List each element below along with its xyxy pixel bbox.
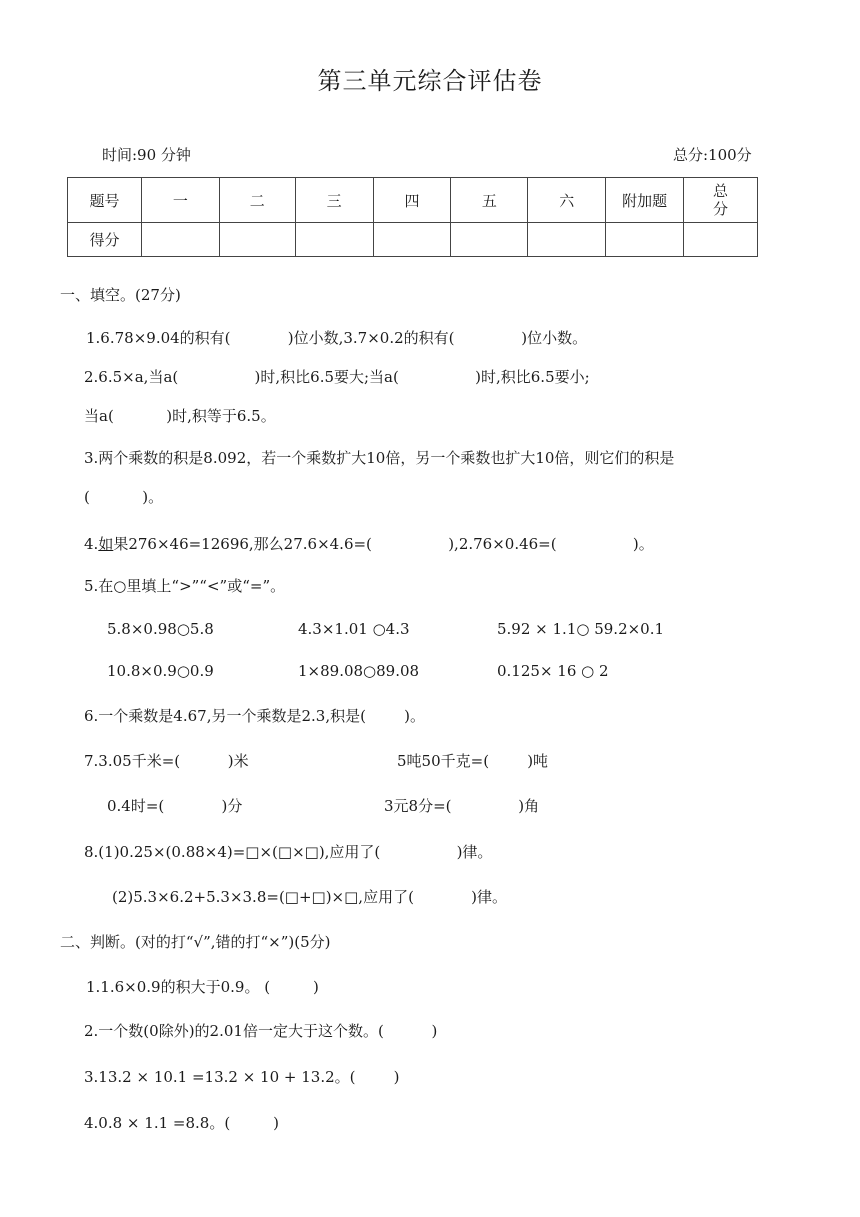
section1-q8-1: 8.(1)0.25×(0.88×4)=□×(□×□),应用了( )律。: [84, 843, 493, 861]
score-cell[interactable]: [451, 223, 528, 257]
score-cell[interactable]: [373, 223, 451, 257]
section2-q3: 3.13.2 × 10.1 =13.2 × 10 + 13.2。( ): [84, 1068, 400, 1086]
header-cell-1: 一: [141, 178, 219, 223]
section1-q1: 1.6.78×9.04的积有( )位小数,3.7×0.2的积有( )位小数。: [86, 329, 588, 347]
section1-q5-intro: 5.在○里填上“>”“<”或“=”。: [84, 577, 286, 595]
score-cell[interactable]: [141, 223, 219, 257]
total-score-label: 总分:100分: [673, 146, 752, 164]
header-cell-3: 三: [295, 178, 373, 223]
section2-heading: 二、判断。(对的打“√”,错的打“×”)(5分): [60, 933, 331, 951]
section1-q3-line2: ( )。: [84, 488, 164, 506]
q5-compare-2: 4.3×1.01 ○4.3: [298, 620, 410, 638]
q4-rest: 果276×46=12696,那么27.6×4.6=( ),2.76×0.46=( )。: [113, 535, 654, 553]
score-cell[interactable]: [295, 223, 373, 257]
q5-compare-6: 0.125× 16 ○ 2: [497, 662, 609, 680]
header-cell-2: 二: [219, 178, 295, 223]
q5-compare-1: 5.8×0.98○5.8: [107, 620, 214, 638]
section1-q7-b: 5吨50千克=( )吨: [397, 752, 549, 770]
section1-q2-line2: 当a( )时,积等于6.5。: [84, 407, 276, 425]
score-cell[interactable]: [606, 223, 684, 257]
q4-underlined: 如: [98, 535, 114, 553]
q5-compare-4: 10.8×0.9○0.9: [107, 662, 214, 680]
section1-q4: [84, 535, 654, 553]
score-table: [67, 177, 758, 257]
section1-q7-a: 7.3.05千米=( )米: [84, 752, 249, 770]
total-col-top: 总: [713, 182, 729, 200]
section1-q6: 6.一个乘数是4.67,另一个乘数是2.3,积是( )。: [84, 707, 425, 725]
score-row-label: 得分: [68, 223, 142, 257]
section2-q4: 4.0.8 × 1.1 =8.8。( ): [84, 1114, 279, 1132]
section2-q1: 1.1.6×0.9的积大于0.9。 ( ): [86, 978, 319, 996]
section1-q8-2: (2)5.3×6.2+5.3×3.8=(□+□)×□,应用了( )律。: [112, 888, 507, 906]
time-label: 时间:90 分钟: [102, 146, 191, 164]
header-cell-bonus: 附加题: [606, 178, 684, 223]
header-cell-total: [684, 178, 758, 223]
header-cell-5: 五: [451, 178, 528, 223]
q5-compare-5: 1×89.08○89.08: [298, 662, 420, 680]
q4-prefix: 4.: [84, 535, 99, 553]
section1-q7-c: 0.4时=( )分: [107, 797, 243, 815]
section2-q2: 2.一个数(0除外)的2.01倍一定大于这个数。( ): [84, 1022, 438, 1040]
header-cell-6: 六: [528, 178, 606, 223]
header-cell-label: 题号: [68, 178, 142, 223]
score-cell[interactable]: [219, 223, 295, 257]
section1-heading: 一、填空。(27分): [60, 286, 181, 304]
header-cell-4: 四: [373, 178, 451, 223]
total-col-bottom: 分: [713, 200, 729, 218]
section1-q2-line1: 2.6.5×a,当a( )时,积比6.5要大;当a( )时,积比6.5要小;: [84, 368, 590, 386]
section1-q3-line1: 3.两个乘数的积是8.092，若一个乘数扩大10倍，另一个乘数也扩大10倍，则它们的积是: [84, 449, 675, 467]
page-title: 第三单元综合评估卷: [317, 67, 543, 95]
q5-compare-3: 5.92 × 1.1○ 59.2×0.1: [497, 620, 665, 638]
section1-q7-d: 3元8分=( )角: [384, 797, 540, 815]
score-cell[interactable]: [684, 223, 758, 257]
score-cell[interactable]: [528, 223, 606, 257]
